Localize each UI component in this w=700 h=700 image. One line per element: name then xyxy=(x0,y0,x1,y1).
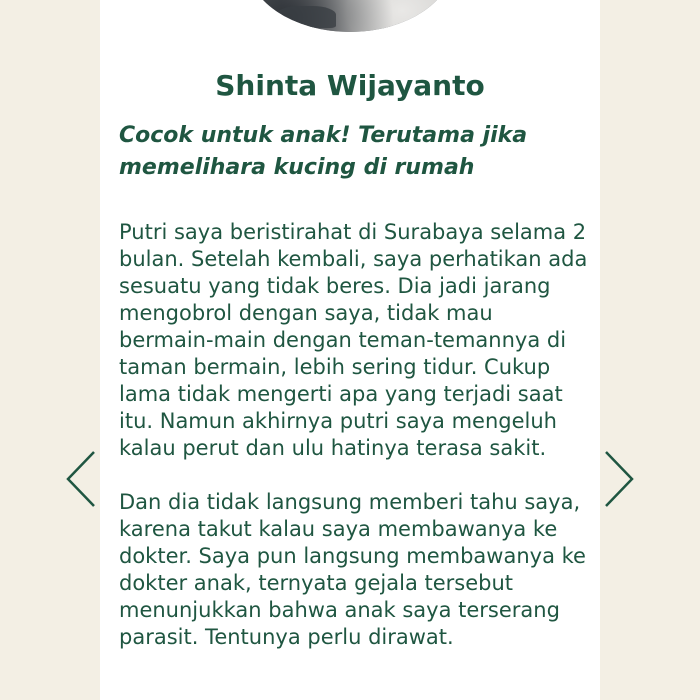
next-testimonial-button[interactable] xyxy=(600,446,640,512)
testimonial-paragraph: Putri saya beristirahat di Surabaya selama 2 bulan. Setelah kembali, saya perhatikan ada sesuatu yang tidak beres. Dia jadi jarang mengobrol dengan saya, tidak mau bermain-main dengan teman-temannya di taman bermain, lebih sering tidur. Cukup lama tidak mengerti apa yang terjadi saat itu. Namun akhirnya putri saya mengeluh kalau perut dan ulu hatinya terasa sakit. xyxy=(119,220,588,460)
testimonial-card xyxy=(100,0,600,700)
testimonial-author-name: Shinta Wijayanto xyxy=(215,69,485,102)
testimonial-paragraph: Dan dia tidak langsung memberi tahu saya, karena takut kalau saya membawanya ke dokter. Saya pun langsung membawanya ke dokter anak, ternyata gejala tersebut menunjukkan bahwa anak saya terserang parasit. Tentunya perlu dirawat. xyxy=(119,490,586,649)
testimonial-body xyxy=(119,219,591,678)
previous-testimonial-button[interactable] xyxy=(62,446,102,512)
chevron-right-icon xyxy=(600,446,640,512)
testimonial-headline: Cocok untuk anak! Terutama jika memelihara kucing di rumah xyxy=(119,123,528,180)
avatar xyxy=(246,0,454,32)
chevron-left-icon xyxy=(62,446,102,512)
